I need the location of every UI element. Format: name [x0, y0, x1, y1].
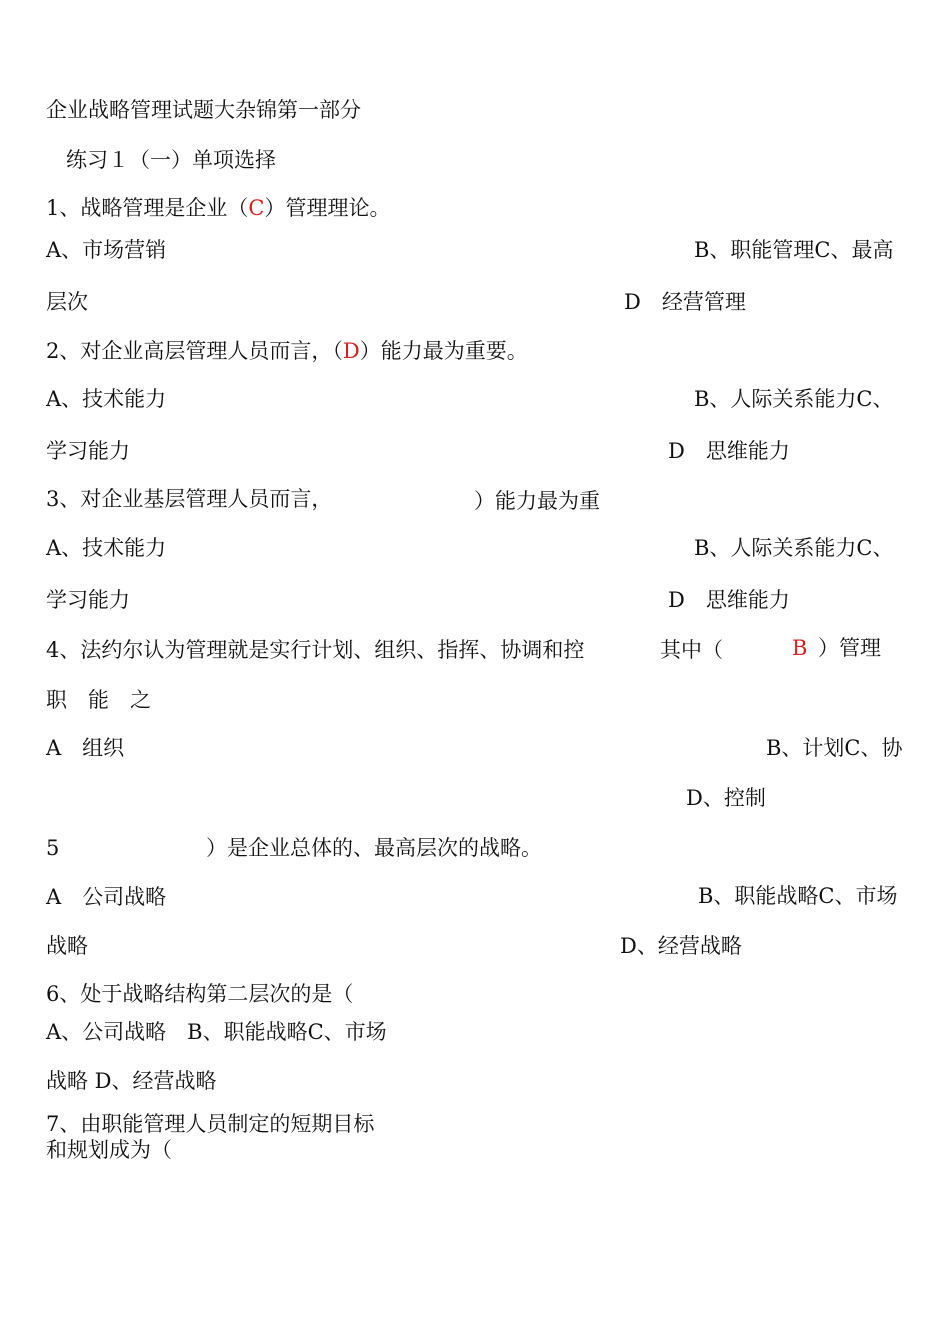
question-1-stem-end: ）管理理论。 [264, 196, 391, 220]
question-2-option-a: A、技术能力 [46, 387, 167, 411]
question-5-stem: ）是企业总体的、最高层次的战略。 [206, 836, 542, 860]
question-3-option-d: D 思维能力 [668, 588, 790, 612]
question-4-stem-mid: 其中（ [660, 638, 723, 662]
question-5-option-a: A 公司战略 [46, 885, 167, 909]
question-5-number: 5 [46, 836, 60, 860]
question-3-option-bc: B、人际关系能力C、 [694, 536, 894, 560]
question-4-stem-continued: 职 能 之 [46, 688, 151, 712]
question-3-option-a: A、技术能力 [46, 536, 167, 560]
question-2-option-bc: B、人际关系能力C、 [694, 387, 894, 411]
question-7-stem-continued: 和规划成为（ [46, 1138, 172, 1162]
question-4-option-a: A 组织 [46, 736, 125, 760]
question-2-option-d: D 思维能力 [668, 439, 790, 463]
page-title: 企业战略管理试题大杂锦第一部分 [46, 98, 361, 122]
question-2-stem-end: ）能力最为重要。 [359, 339, 528, 363]
question-2-stem: 2、对企业高层管理人员而言，（ [46, 339, 343, 363]
question-5-option-d: D、经营战略 [620, 934, 742, 958]
question-4-stem: 4、法约尔认为管理就是实行计划、组织、指挥、协调和控 [46, 638, 585, 662]
question-6-options-continued: 战略 D、经营战略 [46, 1069, 217, 1093]
question-1-option-d: D 经营管理 [624, 290, 746, 314]
question-4-stem-end: ）管理 [818, 636, 881, 660]
section-subtitle: 练习１（一）单项选择 [66, 148, 276, 172]
question-1 [46, 194, 390, 222]
question-1-stem: 1、战略管理是企业（ [46, 196, 249, 220]
question-1-option-c-continued: 层次 [46, 290, 88, 314]
question-6-stem: 6、处于战略结构第二层次的是（ [46, 982, 354, 1006]
question-3-stem-end: ）能力最为重 [474, 489, 600, 513]
question-1-option-bc: B、职能管理C、最高 [694, 238, 894, 262]
question-1-answer: C [248, 196, 265, 220]
question-6-options: A、公司战略 B、职能战略C、市场 [46, 1020, 387, 1044]
question-7-stem: 7、由职能管理人员制定的短期目标 [46, 1112, 375, 1136]
question-2-answer: D [342, 339, 360, 363]
question-2 [46, 337, 528, 365]
question-4-answer: B [792, 636, 808, 660]
question-3-stem: 3、对企业基层管理人员而言， [46, 487, 333, 511]
question-5-option-bc: B、职能战略C、市场 [698, 884, 898, 908]
question-2-option-c-continued: 学习能力 [46, 439, 130, 463]
question-3-option-c-continued: 学习能力 [46, 588, 130, 612]
question-4-option-bc: B、计划C、协 [766, 736, 903, 760]
question-1-option-a: A、市场营销 [46, 238, 167, 262]
question-5-option-c-continued: 战略 [46, 934, 88, 958]
question-4-option-d: D、控制 [686, 786, 766, 810]
